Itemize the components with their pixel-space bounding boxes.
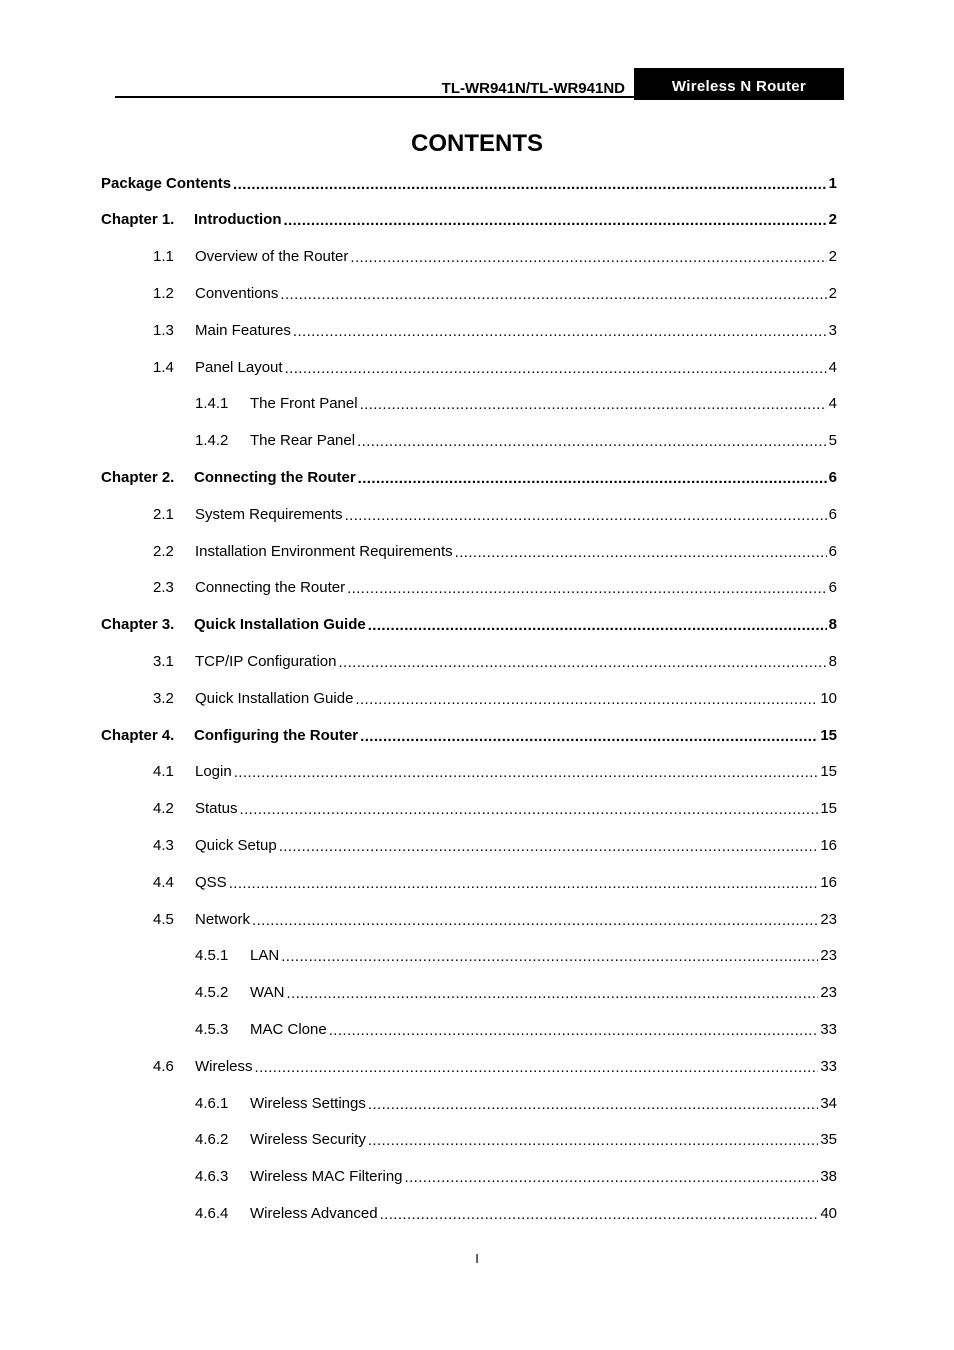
toc-dot-leader	[357, 433, 827, 450]
toc-entry-page: 8	[828, 616, 837, 634]
toc-entry-number: 2.2	[153, 542, 174, 560]
toc-entry-title: LAN	[250, 947, 280, 965]
toc-entry-number: 2.1	[153, 505, 174, 523]
toc-entry-title: Quick Installation Guide	[194, 616, 366, 634]
toc-dot-leader	[233, 176, 827, 193]
toc-entry-title: Wireless Settings	[250, 1094, 366, 1112]
toc-entry-page: 6	[828, 468, 837, 486]
toc-dot-leader	[234, 764, 819, 781]
toc-entry-title: System Requirements	[195, 505, 343, 523]
header-product: Wireless N Router	[671, 78, 807, 95]
toc-entry-title: Status	[195, 800, 238, 818]
toc-entry[interactable]	[101, 208, 837, 232]
toc-entry-number: 2.3	[153, 579, 174, 597]
toc-entry-number: 1.4.2	[195, 432, 229, 450]
toc-entry[interactable]	[153, 1054, 837, 1078]
toc-entry[interactable]	[153, 649, 837, 673]
toc-dot-leader	[368, 1096, 818, 1113]
toc-entry-number: 4.6.2	[195, 1131, 229, 1149]
toc-entry-page: 34	[820, 1094, 837, 1112]
page-header	[115, 68, 844, 100]
toc-entry[interactable]	[153, 539, 837, 563]
header-product-box	[634, 68, 844, 100]
toc-entry-title: The Front Panel	[250, 395, 358, 413]
toc-entry-title: TCP/IP Configuration	[195, 652, 337, 670]
toc-dot-leader	[252, 912, 818, 929]
toc-entry-page: 10	[820, 689, 837, 707]
toc-entry[interactable]	[153, 355, 837, 379]
toc-dot-leader	[280, 286, 826, 303]
toc-entry-number: Chapter 2.	[101, 468, 175, 486]
toc-entry-page: 4	[828, 395, 837, 413]
toc-entry-page: 23	[820, 910, 837, 928]
toc-entry-number: Chapter 1.	[101, 211, 175, 229]
toc-entry-number: 4.2	[153, 800, 174, 818]
toc-entry-number: 4.5.1	[195, 947, 229, 965]
toc-entry-page: 6	[828, 505, 837, 523]
toc-entry-page: 15	[820, 800, 837, 818]
toc-dot-leader	[281, 948, 818, 965]
toc-entry[interactable]	[153, 576, 837, 600]
toc-dot-leader	[293, 323, 827, 340]
toc-entry-page: 35	[820, 1131, 837, 1149]
toc-dot-leader	[355, 691, 818, 708]
toc-entry[interactable]	[195, 1128, 837, 1152]
toc-entry-title: Network	[195, 910, 251, 928]
toc-entry-title: Conventions	[195, 284, 279, 302]
toc-entry-number: 4.5.2	[195, 984, 229, 1002]
toc-entry-page: 8	[828, 652, 837, 670]
toc-entry-title: Wireless Advanced	[250, 1204, 378, 1222]
toc-entry-number: 4.6	[153, 1057, 174, 1075]
toc-entry[interactable]	[101, 723, 837, 747]
toc-entry-title: Package Contents	[101, 174, 232, 192]
toc-entry-title: Login	[195, 763, 232, 781]
page-title: CONTENTS	[411, 130, 543, 157]
toc-dot-leader	[286, 985, 818, 1002]
toc-entry-title: Connecting the Router	[195, 579, 346, 597]
toc-entry[interactable]	[153, 281, 837, 305]
toc-entry-number: Chapter 3.	[101, 616, 175, 634]
toc-entry-title: Introduction	[194, 211, 282, 229]
page-number: I	[475, 1251, 479, 1266]
toc-entry[interactable]	[153, 245, 837, 269]
toc-entry-title: Main Features	[195, 321, 291, 339]
toc-dot-leader	[279, 838, 819, 855]
toc-entry-number: 4.6.4	[195, 1204, 229, 1222]
toc-entry[interactable]	[195, 1165, 837, 1189]
toc-entry[interactable]	[153, 907, 837, 931]
toc-entry-page: 40	[820, 1204, 837, 1222]
toc-entry[interactable]	[195, 1091, 837, 1115]
toc-entry-page: 15	[820, 763, 837, 781]
toc-entry-number: 1.4.1	[195, 395, 229, 413]
toc-dot-leader	[358, 470, 827, 487]
toc-dot-leader	[285, 360, 827, 377]
toc-entry-title: The Rear Panel	[250, 432, 356, 450]
toc-entry-title: Quick Setup	[195, 836, 277, 854]
toc-entry[interactable]	[195, 1201, 837, 1225]
toc-entry[interactable]	[153, 870, 837, 894]
toc-entry-page: 4	[828, 358, 837, 376]
toc-entry-number: 1.3	[153, 321, 174, 339]
toc-entry-title: MAC Clone	[250, 1020, 327, 1038]
toc-entry-number: 4.4	[153, 873, 174, 891]
toc-dot-leader	[455, 544, 827, 561]
toc-entry[interactable]	[195, 392, 837, 416]
toc-dot-leader	[368, 1132, 818, 1149]
toc-entry-page: 6	[828, 542, 837, 560]
toc-entry-number: Chapter 4.	[101, 726, 175, 744]
toc-entry-page: 38	[820, 1168, 837, 1186]
toc-entry-page: 33	[820, 1020, 837, 1038]
toc-entry-page: 3	[828, 321, 837, 339]
toc-entry-page: 2	[828, 248, 837, 266]
toc-dot-leader	[345, 507, 827, 524]
toc-entry-page: 33	[820, 1057, 837, 1075]
toc-entry[interactable]	[153, 686, 837, 710]
toc-entry-number: 4.6.1	[195, 1094, 229, 1112]
toc-entry-page: 23	[820, 984, 837, 1002]
toc-entry-number: 4.1	[153, 763, 174, 781]
toc-entry-title: Configuring the Router	[194, 726, 359, 744]
toc-dot-leader	[283, 212, 826, 229]
toc-entry[interactable]	[195, 429, 837, 453]
toc-dot-leader	[368, 617, 827, 634]
toc-entry-title: Wireless Security	[250, 1131, 366, 1149]
toc-dot-leader	[360, 396, 827, 413]
toc-dot-leader	[347, 580, 827, 597]
toc-entry-number: 4.5	[153, 910, 174, 928]
toc-entry-page: 16	[820, 836, 837, 854]
header-model: TL-WR941N/TL-WR941ND	[441, 80, 625, 97]
toc-entry[interactable]	[101, 613, 837, 637]
toc-entry-title: Quick Installation Guide	[195, 689, 354, 707]
toc-entry-page: 1	[828, 174, 837, 192]
toc-entry-title: Wireless MAC Filtering	[250, 1168, 403, 1186]
toc-entry-number: 4.3	[153, 836, 174, 854]
toc-entry[interactable]	[153, 318, 837, 342]
toc-entry-number: 3.1	[153, 652, 174, 670]
toc-dot-leader	[255, 1059, 819, 1076]
toc-entry-page: 23	[820, 947, 837, 965]
toc-entry-number: 1.1	[153, 248, 174, 266]
toc-dot-leader	[338, 654, 826, 671]
toc-entry-page: 16	[820, 873, 837, 891]
toc-entry[interactable]	[101, 171, 837, 195]
toc-entry[interactable]	[101, 465, 837, 489]
toc-entry[interactable]	[153, 502, 837, 526]
toc-dot-leader	[240, 801, 819, 818]
toc-dot-leader	[405, 1169, 819, 1186]
toc-entry-number: 1.2	[153, 284, 174, 302]
toc-entry-page: 15	[820, 726, 837, 744]
toc-entry-number: 4.6.3	[195, 1168, 229, 1186]
toc-entry-page: 5	[828, 432, 837, 450]
toc-entry-page: 2	[828, 211, 837, 229]
toc-entry-title: Installation Environment Requirements	[195, 542, 453, 560]
toc-entry[interactable]	[153, 833, 837, 857]
toc-entry-title: Overview of the Router	[195, 248, 349, 266]
toc-dot-leader	[380, 1206, 819, 1223]
toc-dot-leader	[360, 728, 818, 745]
toc-dot-leader	[329, 1022, 819, 1039]
toc-entry[interactable]	[153, 797, 837, 821]
toc-entry-number: 4.5.3	[195, 1020, 229, 1038]
toc-entry[interactable]	[195, 1017, 837, 1041]
toc-entry-page: 2	[828, 284, 837, 302]
toc-entry[interactable]	[195, 944, 837, 968]
toc-entry-number: 3.2	[153, 689, 174, 707]
toc-entry-number: 1.4	[153, 358, 174, 376]
toc-entry-page: 6	[828, 579, 837, 597]
toc-dot-leader	[229, 875, 819, 892]
toc-entry-title: QSS	[195, 873, 227, 891]
toc-entry[interactable]	[153, 760, 837, 784]
toc-entry-title: WAN	[250, 984, 285, 1002]
toc-dot-leader	[350, 249, 826, 266]
toc-entry-title: Panel Layout	[195, 358, 283, 376]
toc-entry-title: Wireless	[195, 1057, 253, 1075]
toc-entry[interactable]	[195, 981, 837, 1005]
toc-entry-title: Connecting the Router	[194, 468, 356, 486]
